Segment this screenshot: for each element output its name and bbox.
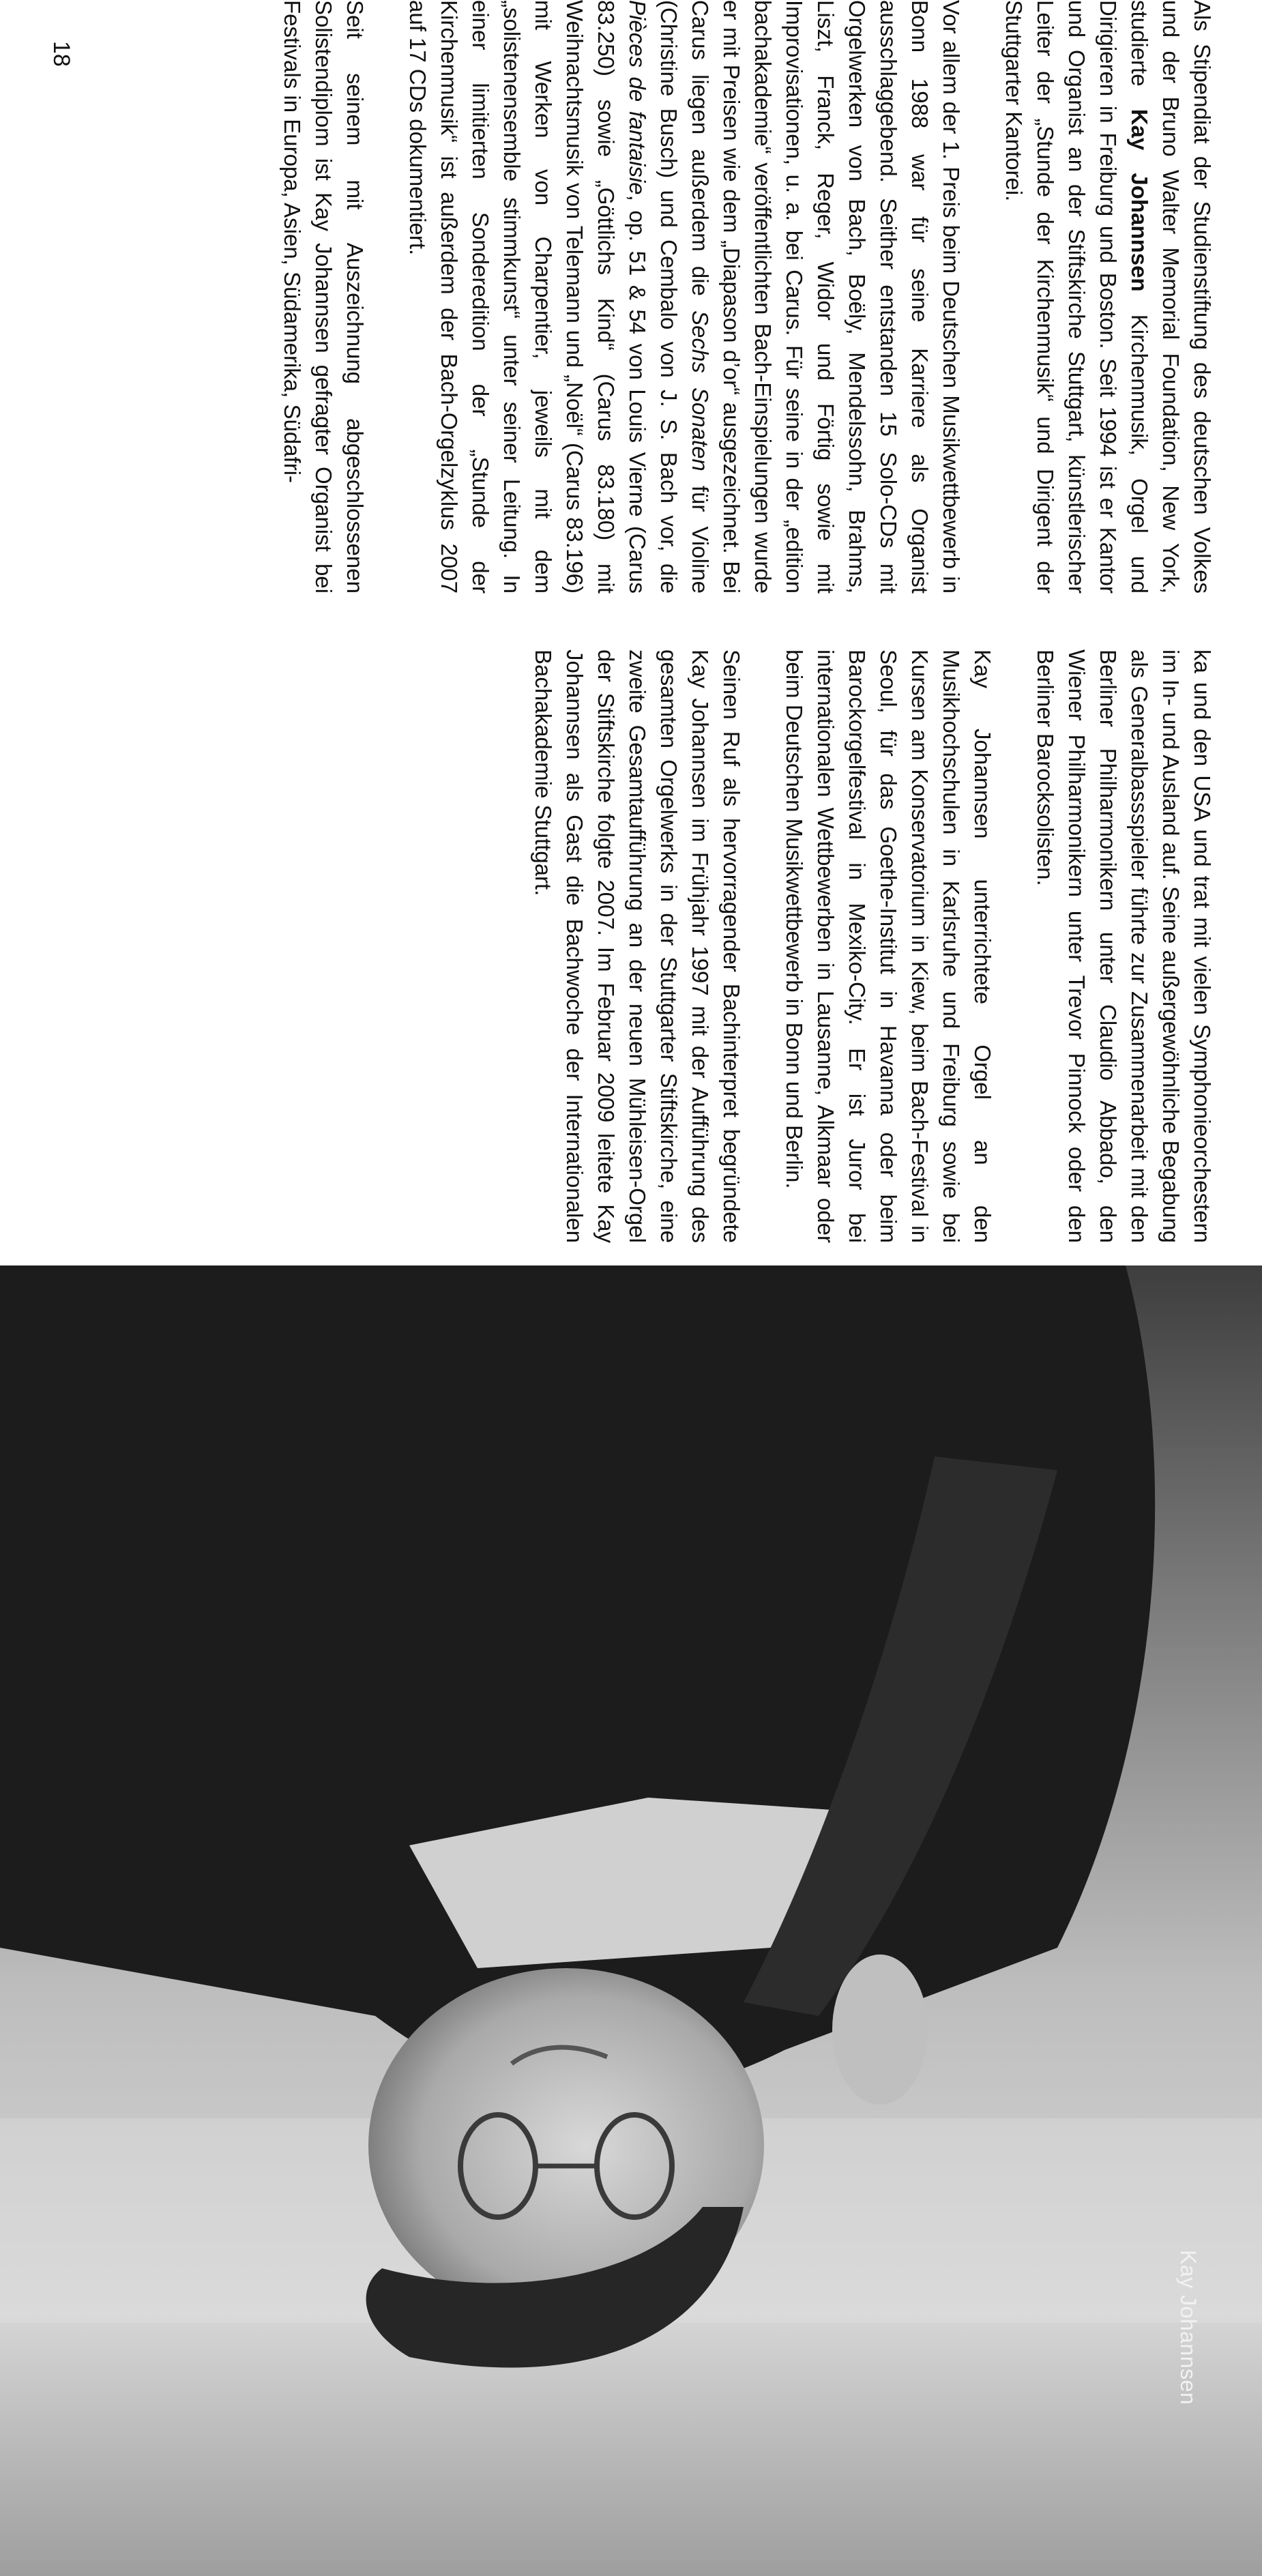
biography-paragraph-2: Vor allem der 1. Preis beim Deutschen Musikwettbewerb in Bonn 1988 war für seine Karriere als Organist ausschlaggebend. Seither entstanden 15 Solo-CDs mit Orgelwerken von Bach, Boëly, Mendelssohn, Brahms, Liszt, Franck, Reger, Widor und Förtig sowie mit Improvisationen, u. a. bei Carus. Für seine in der „edition bachakademie“ veröffentlichten Bach-Einspielungen wurde er mit Preisen wie dem „Diapason d’or“ ausgezeichnet. Bei Carus liegen außerdem die Sechs Sonaten für Violine (Christine Busch) und Cembalo von J. S. Bach vor, die Pièces de fantaisie, op. 51 & 54 von Louis Vierne (Carus 83.250) sowie „Göttlichs Kind“ (Carus 83.180) mit Weihnachtsmusik von Telemann und „Noël“ (Carus 83.196) mit Werken von Charpentier, jeweils mit dem „solistenensemble stimmkunst“ unter seiner Leitung. In einer limitierten Sonderedition der „Stunde der Kirchenmusik“ ist außerdem der Bach-Orgelzyklus 2007 auf 17 CDs dokumentiert.	[405, 0, 964, 594]
text-column-right	[527, 649, 1218, 1243]
biography-paragraph-3: Seit seinem mit Auszeichnung abgeschlossenen Solistendiplom ist Kay Johannsen gefragter Organist bei Festivals in Europa, Asien, Südamerika, Südafri-	[280, 0, 368, 594]
biography-paragraph-5: Kay Johannsen unterrichtete Orgel an den Musikhochschulen in Karlsruhe und Freiburg sowie bei Kursen am Konservatorium in Kiew, beim Bach-Festival in Seoul, für das Goethe-Institut in Havanna oder beim Barockorgelfestival in Mexiko-City. Er ist Juror bei internationalen Wettbewerben in Lausanne, Alkmaar oder beim Deutschen Musikwettbewerb in Bonn und Berlin.	[782, 649, 995, 1243]
biography-paragraph-1: Als Stipendiat der Studienstiftung des deutschen Volkes und der Bruno Walter Memorial Foundation, New York, studierte Kay Johannsen Kirchenmusik, Orgel und Dirigieren in Freiburg und Boston. Seit 1994 ist er Kantor und Organist an der Stiftskirche Stuttgart, künstlerischer Leiter der „Stunde der Kirchenmusik“ und Dirigent der Stuttgarter Kantorei.	[1001, 0, 1215, 594]
biography-paragraph-6: Seinen Ruf als hervorragender Bachinterpret begründete Kay Johannsen im Frühjahr 1997 mit der Aufführung des gesamten Orgelwerks in der Stuttgarter Stiftskirche, eine zweite Gesamtaufführung an der neuen Mühleisen-Orgel der Stiftskirche folgte 2007. Im Februar 2009 leitete Kay Johannsen als Gast die Bachwoche der Internationalen Bachakademie Stuttgart.	[531, 649, 744, 1243]
biography-paragraph-4: ka und den USA und trat mit vielen Symphonieorchestern im In- und Ausland auf. Seine außergewöhnliche Begabung als Generalbassspieler führte zur Zusammenarbeit mit den Berliner Philharmonikern unter Claudio Abbado, den Wiener Philharmonikern unter Trevor Pinnock oder den Berliner Barocksolisten.	[1033, 649, 1215, 1243]
portrait-photo	[0, 1265, 1262, 2576]
photo-caption: Kay Johannsen	[1176, 2250, 1201, 2405]
text-column-left	[276, 0, 1218, 594]
artist-name: Kay Johannsen	[1127, 108, 1152, 292]
portrait-illustration	[0, 1265, 1262, 2576]
work-title: Pièces de fantaisie	[625, 0, 650, 195]
page-number: 18	[48, 41, 74, 67]
work-title: Sechs Sonaten	[688, 310, 713, 471]
